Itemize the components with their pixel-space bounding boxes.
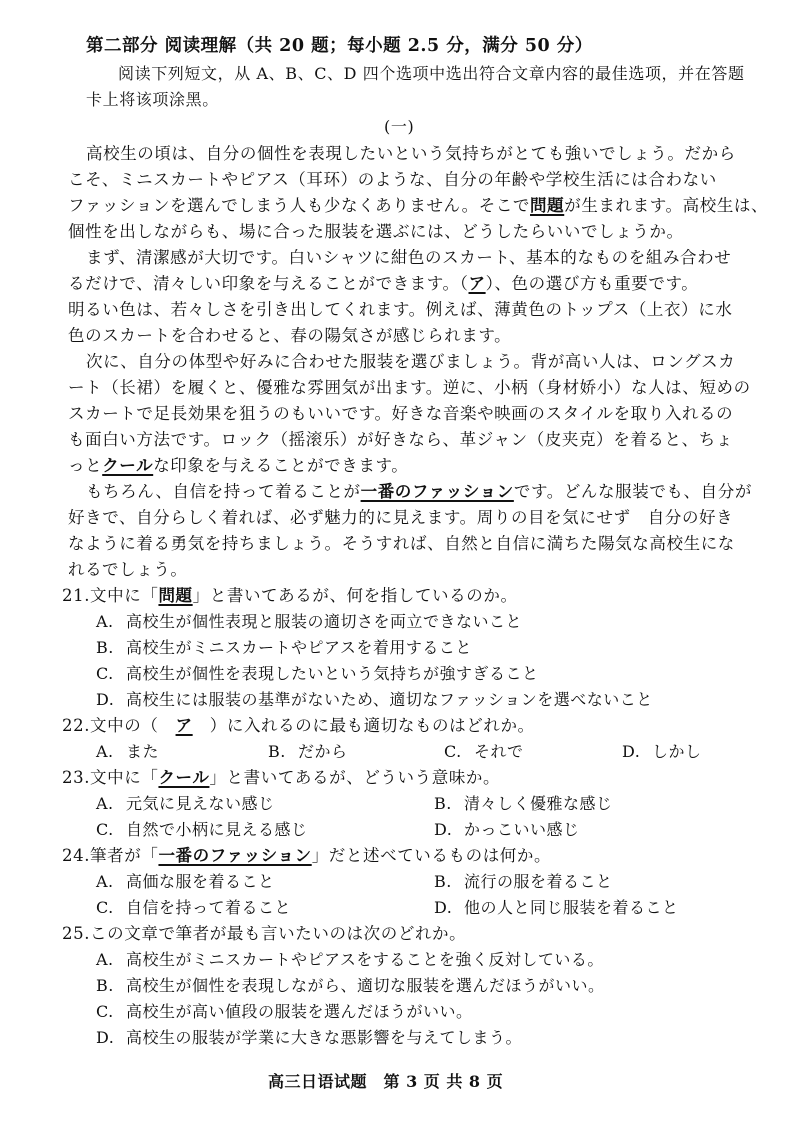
option-c[interactable]: C. 自然で小柄に見える感じ bbox=[96, 820, 308, 839]
passage-line: 明るい色は、若々しさを引き出してくれます。例えば、薄黄色のトップス（上衣）に水 bbox=[68, 300, 733, 319]
question-stem: 25.この文章で筆者が最も言いたいのは次のどれか。 bbox=[62, 924, 467, 943]
passage-line: なように着る勇気を持ちましょう。そうすれば、自然と自信に満ちた陽気な高校生にな bbox=[68, 534, 735, 553]
passage-line: るだけで、清々しい印象を与えることができます。（ア）、色の選び方も重要です。 bbox=[68, 274, 699, 293]
passage-line: 色のスカートを合わせると、春の陽気さが感じられます。 bbox=[68, 326, 512, 345]
option-b[interactable]: B. 清々しく優雅な感じ bbox=[434, 794, 613, 813]
question-stem: 24.筆者が「一番のファッション」だと述べているものは何か。 bbox=[62, 846, 552, 865]
passage-line: 個性を出しながらも、場に合った服装を選ぶには、どうしたらいいでしょうか。 bbox=[68, 222, 684, 241]
option-d[interactable]: D. 他の人と同じ服装を着ること bbox=[434, 898, 679, 917]
option-a[interactable]: A. 高価な服を着ること bbox=[96, 872, 275, 891]
passage-line: 次に、自分の体型や好みに合わせた服装を選びましょう。背が高い人は、ロングスカ bbox=[86, 352, 736, 371]
option-c[interactable]: C. 高校生が高い値段の服装を選んだほうがいい。 bbox=[96, 1002, 473, 1021]
passage-line: ート（长裙）を履くと、優雅な雰囲気が出ます。逆に、小柄（身材娇小）な人は、短めの bbox=[68, 378, 751, 397]
option-a[interactable]: A. 元気に見えない感じ bbox=[96, 794, 275, 813]
question-stem: 23.文中に「クール」と書いてあるが、どういう意味か。 bbox=[62, 768, 501, 787]
passage-line: こそ、ミニスカートやピアス（耳环）のような、自分の年齢や学校生活には合わない bbox=[68, 170, 717, 189]
option-c[interactable]: C. それで bbox=[444, 742, 524, 761]
option-d[interactable]: D. しかし bbox=[622, 742, 702, 761]
option-b[interactable]: B. 高校生がミニスカートやピアスを着用すること bbox=[96, 638, 472, 657]
passage-line: れるでしょう。 bbox=[68, 560, 188, 579]
option-a[interactable]: A. 高校生がミニスカートやピアスをすることを強く反対している。 bbox=[96, 950, 604, 969]
passage-line: っとクールな印象を与えることができます。 bbox=[68, 456, 409, 475]
page-footer: 高三日语试题 第 3 页 共 8 页 bbox=[268, 1072, 504, 1091]
question-stem: 21.文中に「問題」と書いてあるが、何を指しているのか。 bbox=[62, 586, 518, 605]
passage-line: もちろん、自信を持って着ることが一番のファッションです。どんな服装でも、自分が bbox=[86, 482, 752, 501]
instruction-line-1: 阅读下列短文，从 A、B、C、D 四个选项中选出符合文章内容的最佳选项，并在答题 bbox=[118, 64, 745, 83]
underlined-blank-a: ア bbox=[468, 274, 486, 293]
option-b[interactable]: B. 流行の服を着ること bbox=[434, 872, 613, 891]
underlined-term-ichiban: 一番のファッション bbox=[360, 482, 514, 501]
option-d[interactable]: D. 高校生には服装の基準がないため、適切なファッションを選べないこと bbox=[96, 690, 653, 709]
option-a[interactable]: A. また bbox=[96, 742, 160, 761]
section-title: 第二部分 阅读理解（共 20 题；每小题 2.5 分，满分 50 分） bbox=[86, 36, 593, 56]
passage-line: 好きで、自分らしく着れば、必ず魅力的に見えます。周りの目を気にせず 自分の好き bbox=[68, 508, 734, 527]
question-stem: 22.文中の（ ア ）に入れるのに最も適切なものはどれか。 bbox=[62, 716, 535, 735]
underlined-term-cool: クール bbox=[102, 456, 154, 475]
underlined-term-mondai: 問題 bbox=[530, 196, 565, 215]
passage-line: ファッションを選んでしまう人も少なくありません。そこで問題が生まれます。高校生は、 bbox=[68, 196, 769, 215]
option-b[interactable]: B. だから bbox=[268, 742, 348, 761]
passage-line: 高校生の頃は、自分の個性を表現したいという気持ちがとても強いでしょう。だから bbox=[86, 144, 736, 163]
passage-line: まず、清潔感が大切です。白いシャツに紺色のスカート、基本的なものを組み合わせ bbox=[86, 248, 732, 267]
option-b[interactable]: B. 高校生が個性を表現しながら、適切な服装を選んだほうがいい。 bbox=[96, 976, 605, 995]
option-c[interactable]: C. 高校生が個性を表現したいという気持ちが強すぎること bbox=[96, 664, 539, 683]
option-d[interactable]: D. かっこいい感じ bbox=[434, 820, 580, 839]
passage-line: スカートで足長効果を狙うのもいいです。好きな音楽や映画のスタイルを取り入れるの bbox=[68, 404, 734, 423]
option-d[interactable]: D. 高校生の服装が学業に大きな悪影響を与えてしまう。 bbox=[96, 1028, 523, 1047]
option-a[interactable]: A. 高校生が個性表現と服装の適切さを両立できないこと bbox=[96, 612, 523, 631]
passage-number: (一) bbox=[384, 117, 415, 136]
passage-line: も面白い方法です。ロック（摇滚乐）が好きなら、革ジャン（皮夹克）を着ると、ちょ bbox=[68, 430, 733, 449]
option-c[interactable]: C. 自信を持って着ること bbox=[96, 898, 292, 917]
instruction-line-2: 卡上将该项涂黑。 bbox=[86, 90, 219, 109]
